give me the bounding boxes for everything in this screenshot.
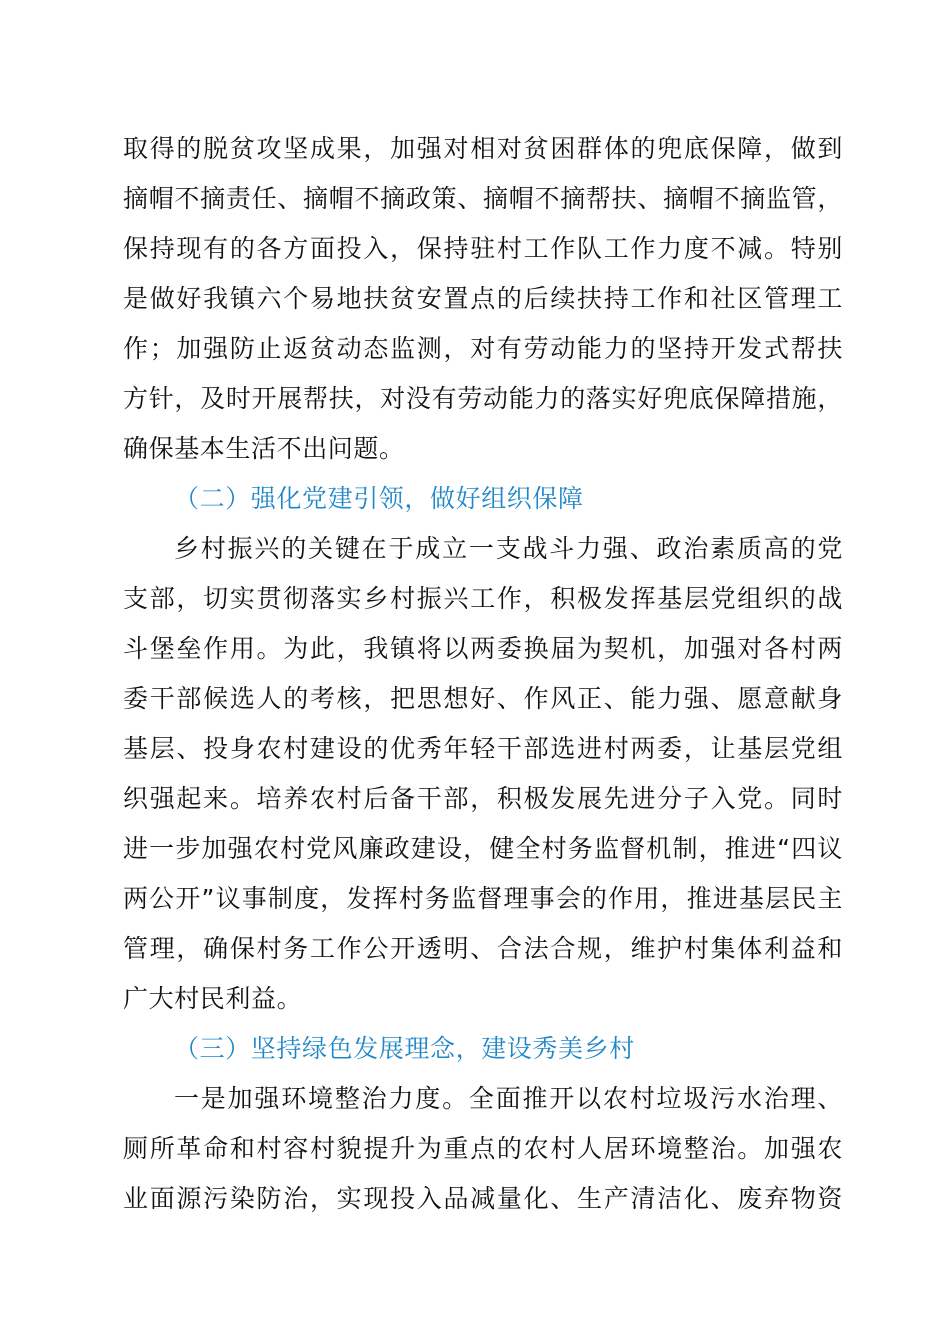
paragraph-line: 支部，切实贯彻落实乡村振兴工作，积极发挥基层党组织的战	[123, 584, 843, 613]
paragraph-line: 委干部候选人的考核，把思想好、作风正、能力强、愿意献身	[123, 684, 843, 713]
paragraph-line: 管理，确保村务工作公开透明、合法合规，维护村集体利益和	[123, 934, 843, 963]
paragraph-line: 乡村振兴的关键在于成立一支战斗力强、政治素质高的党	[174, 534, 843, 563]
paragraph-line: 业面源污染防治，实现投入品减量化、生产清洁化、废弃物资	[123, 1184, 843, 1213]
paragraph-line: 两公开”议事制度，发挥村务监督理事会的作用，推进基层民主	[123, 884, 843, 913]
paragraph-line: 广大村民利益。	[123, 984, 303, 1013]
paragraph-line: 织强起来。培养农村后备干部，积极发展先进分子入党。同时	[123, 784, 843, 813]
paragraph-line: 进一步加强农村党风廉政建设，健全村务监督机制，推进“四议	[123, 834, 843, 863]
section-heading: （三）坚持绿色发展理念，建设秀美乡村	[174, 1034, 635, 1063]
paragraph-line: 一是加强环境整治力度。全面推开以农村垃圾污水治理、	[174, 1084, 843, 1113]
paragraph-line: 方针，及时开展帮扶，对没有劳动能力的落实好兜底保障措施，	[123, 384, 843, 413]
paragraph-line: 摘帽不摘责任、摘帽不摘政策、摘帽不摘帮扶、摘帽不摘监管，	[123, 184, 843, 213]
paragraph-line: 确保基本生活不出问题。	[123, 434, 405, 463]
paragraph-line: 取得的脱贫攻坚成果，加强对相对贫困群体的兜底保障，做到	[123, 134, 843, 163]
paragraph-line: 是做好我镇六个易地扶贫安置点的后续扶持工作和社区管理工	[123, 284, 843, 313]
paragraph-line: 基层、投身农村建设的优秀年轻干部选进村两委，让基层党组	[123, 734, 843, 763]
paragraph-line: 斗堡垒作用。为此，我镇将以两委换届为契机，加强对各村两	[123, 634, 843, 663]
paragraph-line: 保持现有的各方面投入，保持驻村工作队工作力度不减。特别	[123, 234, 843, 263]
paragraph-line: 作；加强防止返贫动态监测，对有劳动能力的坚持开发式帮扶	[123, 334, 843, 363]
paragraph-line: 厕所革命和村容村貌提升为重点的农村人居环境整治。加强农	[123, 1134, 843, 1163]
section-heading: （二）强化党建引领，做好组织保障	[174, 484, 584, 513]
